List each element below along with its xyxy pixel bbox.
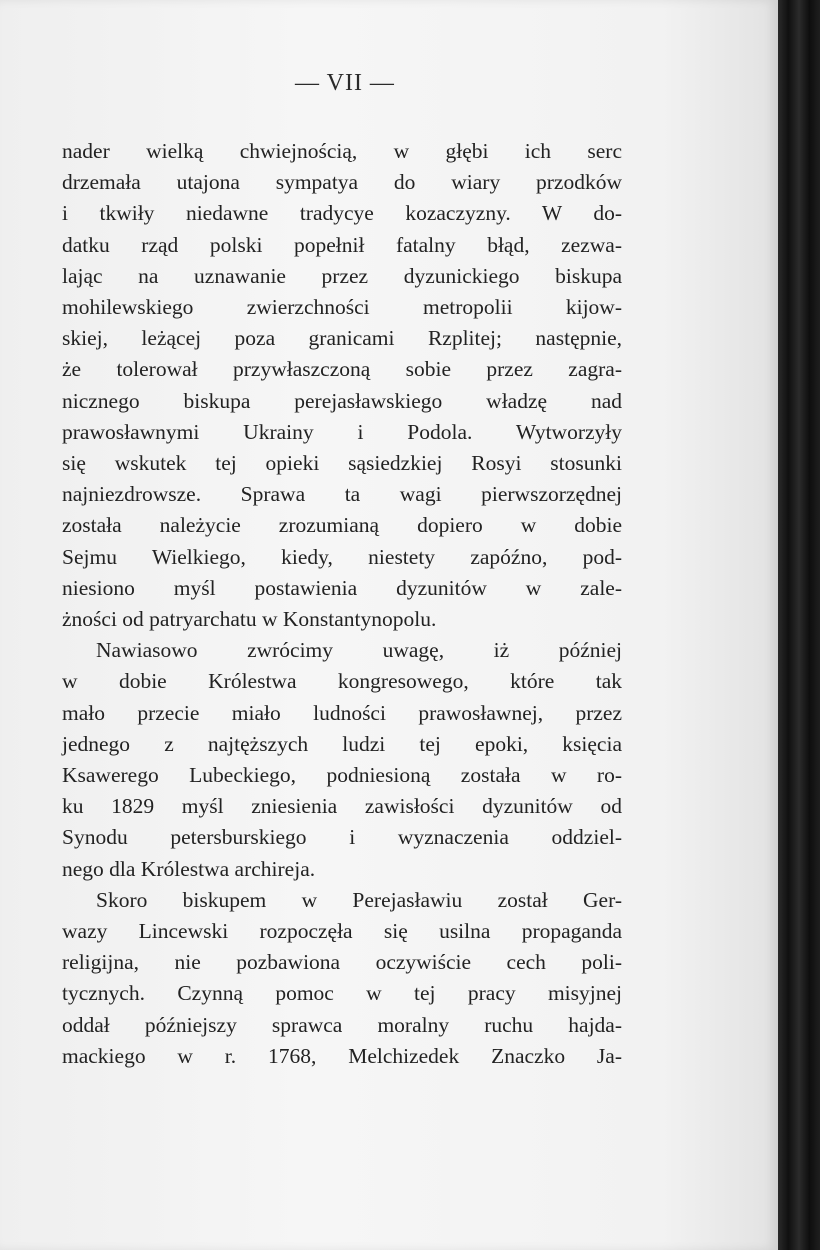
text-line: skiej, leżącej poza granicami Rzplitej; następnie, — [62, 326, 622, 351]
text-line: i tkwiły niedawne tradycye kozaczyzny. W do- — [62, 201, 622, 226]
page-number: — VII — — [295, 70, 395, 96]
text-line: wazy Lincewski rozpoczęła się usilna propaganda — [62, 919, 622, 944]
text-line: najniezdrowsze. Sprawa ta wagi pierwszorzędnej — [62, 482, 622, 507]
text-line: mało przecie miało ludności prawosławnej, przez — [62, 700, 622, 725]
text-line: niesiono myśl postawienia dyzunitów w zale- — [62, 575, 622, 600]
text-line: nego dla Królestwa archireja. — [62, 856, 316, 881]
text-line: religijna, nie pozbawiona oczywiście cech poli- — [62, 950, 622, 975]
text-line: jednego z najtęższych ludzi tej epoki, księcia — [62, 731, 622, 756]
text-line: została należycie zrozumianą dopiero w dobie — [62, 513, 622, 538]
text-line: drzemała utajona sympatya do wiary przodków — [62, 170, 622, 195]
book-binding-edge — [778, 0, 820, 1250]
text-line: się wskutek tej opieki sąsiedzkiej Rosyi stosunki — [62, 451, 622, 476]
text-line: nicznego biskupa perejasławskiego władzę nad — [62, 388, 622, 413]
text-line: Nawiasowo zwrócimy uwagę, iż później — [96, 638, 622, 663]
text-line: lając na uznawanie przez dyzunickiego biskupa — [62, 263, 622, 288]
text-line: że tolerował przywłaszczoną sobie przez zagra- — [62, 357, 622, 382]
text-line: Ksawerego Lubeckiego, podniesioną została w ro- — [62, 763, 622, 788]
text-line: żności od patryarchatu w Konstantynopolu. — [62, 607, 437, 632]
text-line: w dobie Królestwa kongresowego, które tak — [62, 669, 622, 694]
body-text — [62, 136, 622, 1072]
text-line: oddał późniejszy sprawca moralny ruchu hajda- — [62, 1012, 622, 1037]
text-line: mackiego w r. 1768, Melchizedek Znaczko Ja- — [62, 1043, 622, 1068]
text-line: Skoro biskupem w Perejasławiu został Ger- — [96, 887, 622, 912]
text-line: nader wielką chwiejnością, w głębi ich serc — [62, 139, 622, 163]
text-line: Synodu petersburskiego i wyznaczenia oddziel- — [62, 825, 622, 850]
text-line: tycznych. Czynną pomoc w tej pracy misyjnej — [62, 981, 622, 1006]
text-line: prawosławnymi Ukrainy i Podola. Wytworzyły — [62, 419, 622, 444]
text-line: mohilewskiego zwierzchności metropolii kijow- — [62, 295, 622, 320]
text-line: datku rząd polski popełnił fatalny błąd, zezwa- — [62, 232, 622, 257]
text-line: ku 1829 myśl zniesienia zawisłości dyzunitów od — [62, 794, 622, 819]
text-line: Sejmu Wielkiego, kiedy, niestety zapóźno, pod- — [62, 544, 622, 569]
